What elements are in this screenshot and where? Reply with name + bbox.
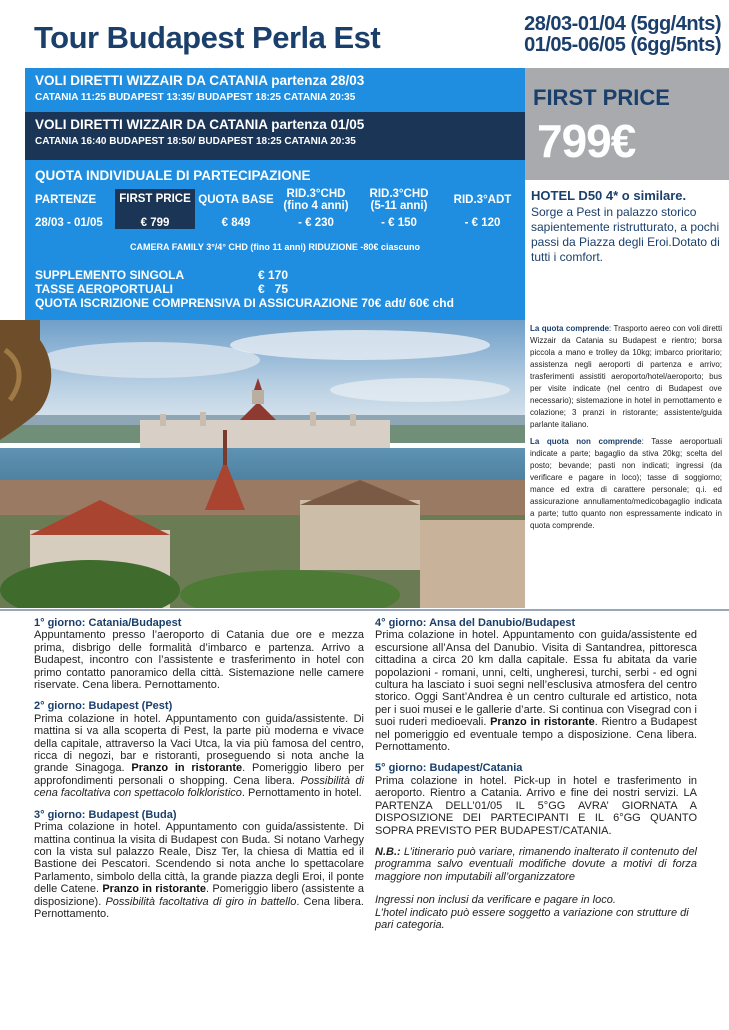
- tour-dates: [524, 14, 721, 56]
- extra-airport-tax: TASSE AEROPORTUALI € 75: [35, 282, 289, 296]
- budapest-photo: [0, 320, 525, 608]
- day-2-title: 2° giorno: Budapest (Pest): [34, 700, 173, 713]
- section-divider: [0, 609, 729, 611]
- hotel-name: HOTEL D50 4* o similare.: [531, 188, 687, 203]
- extra-single: SUPPLEMENTO SINGOLA € 170: [35, 268, 289, 282]
- header-departures: PARTENZE: [35, 194, 97, 206]
- nb-note: N.B.: L’itinerario può variare, rimanendo inalterato il contenuto del programma salvo eventuali modifiche dovute a motivi di forza maggiore non imputabili all’organizzatore: [375, 845, 697, 883]
- value-first-price: € 799: [115, 206, 195, 229]
- first-price-label: FIRST PRICE: [533, 85, 670, 110]
- flight-block-1: [25, 68, 525, 112]
- day-3: [34, 809, 364, 921]
- flight-block-2: [25, 112, 525, 160]
- day-3-title: 3° giorno: Budapest (Buda): [34, 808, 177, 821]
- flight-heading-2: VOLI DIRETTI WIZZAIR DA CATANIA partenza 01/05: [35, 117, 365, 132]
- footer-notes: [375, 894, 697, 931]
- header-adt: RID.3°ADT: [453, 194, 512, 206]
- footer-note-2: L’hotel indicato può essere soggetto a variazione con strutture di pari categoria.: [375, 906, 689, 931]
- date-line-2: 01/05-06/05 (6gg/5nts): [524, 34, 721, 56]
- header-first-price: FIRST PRICE: [115, 189, 195, 206]
- day-4-text: Prima colazione in hotel. Appuntamento con guida/assistente ed escursione all’Ansa del Danubio. Visita di Santandrea, pittoresca cittadina a circa 20 km dalla capitale. Essa fu abitata da varie popolazioni - romani, unni, celti, ungheresi, turchi, serbi - ed ogni cultura ha lasciato i suoi segni nell’esclusiva atmosfera del centro storico. Oggi Sant’Andrea è un centro culturale ed artistico, nota per i suoi musei e le gallerie d’arte. Si continua con Visegrad con i suoi ruderi medioevali. Pranzo in ristorante. Rientro a Budapest nel pomeriggio ed eventuale tempo a disposizione. Cena libera. Pernottamento.: [375, 629, 697, 754]
- value-adt: - € 120: [464, 217, 501, 229]
- day-3-text: Prima colazione in hotel. Appuntamento con guida/assistente. Di mattina continua la visita di Budapest con Buda. Si notano Varhegy con la vista sul palazzo Reale, Disz Ter, la chiesa di Mattia ed il Bastione dei Pescatori. Scendendo si nota anche lo spettacolare Parlamento, simbolo della città, la grande piazza degli Eroi, il ponte delle Catene. Pranzo in ristorante. Pomeriggio libero (assistente a disposizione). Possibilità facoltativa di giro in battello. Cena libera. Pernottamento.: [34, 821, 364, 920]
- value-quota-base: € 849: [221, 217, 251, 229]
- included-text: La quota comprende: Trasporto aereo con voli diretti Wizzair da Catania su Budapest e rientro; borsa piccola a mano e trolley da 10kg; imbarco prioritario; assistenza negli aeroporti di partenza e arrivo; trasferimenti assistiti aeroporto/hotel/aeroporto; bus per visite indicate (nel centro di Budapest ove necessario); sistemazione in hotel in pernottamento e colazione; 3 pranzi in ristorante; assistente/guida parlante italiano.: [530, 324, 722, 429]
- family-room-note: CAMERA FAMILY 3°/4° CHD (fino 11 anni) RIDUZIONE -80€ ciascuno: [130, 242, 420, 252]
- header-quota-base: QUOTA BASE: [198, 194, 274, 206]
- hotel-description: Sorge a Pest in palazzo storico sapientemente ristrutturato, a pochi passi da Piazza degli Eroi.Dotato di tutti i comfort.: [531, 205, 720, 264]
- flight-details-1: CATANIA 11:25 BUDAPEST 13:35/ BUDAPEST 18:25 CATANIA 20:35: [35, 92, 356, 103]
- page-title: Tour Budapest Perla Est: [34, 20, 381, 55]
- first-price-value: 799€: [537, 115, 636, 167]
- day-2-text: Prima colazione in hotel. Appuntamento con guida/assistente. Di mattina si va alla scoperta di Pest, la parte più moderna e vivace della capitale, attraverso la Vaci Utca, la via più famosa del centro, ricca di negozi, bar e ristoranti, proseguendo si nota anche la grande Sinagoga. Pranzo in ristorante. Pomeriggio libero per approfondimenti personali o shopping. Cena libera. Possibilità di cena facoltativa con spettacolo folkloristico. Pernottamento in hotel.: [34, 712, 364, 800]
- flight-heading-1: VOLI DIRETTI WIZZAIR DA CATANIA partenza 28/03: [35, 73, 365, 88]
- hotel-info: [525, 180, 729, 320]
- first-price-box: [525, 68, 729, 180]
- itinerary-right-column: [375, 617, 697, 931]
- day-1-title: 1° giorno: Catania/Budapest: [34, 617, 182, 629]
- header-chd-4: RID.3°CHD (fino 4 anni): [283, 188, 349, 212]
- day-4-title: 4° giorno: Ansa del Danubio/Budapest: [375, 617, 576, 629]
- day-4: [375, 617, 697, 753]
- value-chd-4: - € 230: [298, 217, 334, 229]
- price-extras: [35, 268, 454, 310]
- day-2: [34, 700, 364, 799]
- day-1-text: Appuntamento presso l’aeroporto di Catania due ore e mezza prima, disbrigo delle formalità d’imbarco e partenza. Arrivo a Budapest, incontro con l’assistente e trasferimento in hotel con primo contatto panoramico della città. Sistemazione nelle camere riservate. Cena libera. Pernottamento.: [34, 629, 364, 692]
- date-line-1: 28/03-01/04 (5gg/4nts): [524, 13, 721, 35]
- day-5-title: 5° giorno: Budapest/Catania: [375, 762, 523, 775]
- quota-title: QUOTA INDIVIDUALE DI PARTECIPAZIONE: [35, 168, 311, 183]
- day-1: [34, 617, 364, 691]
- day-5-text: Prima colazione in hotel. Pick-up in hotel e trasferimento in aeroporto. Rientro a Catania. Arrivo e fine dei nostri servizi. LA PARTENZA DELL’01/05 IL 5°GG AVRA’ GIORNATA A DISPOSIZIONE DEI PARTECIPANTI E IL 6°GG QUANTO SOPRA PREVISTO PER BUDAPEST/CATANIA.: [375, 774, 697, 837]
- quota-includes: [530, 323, 722, 537]
- pricing-panel: [25, 68, 525, 320]
- day-5: [375, 762, 697, 836]
- footer-note-1: Ingressi non inclusi da verificare e pagare in loco.: [375, 894, 616, 907]
- header-chd-11: RID.3°CHD (5-11 anni): [369, 188, 429, 212]
- excluded-text: La quota non comprende: Tasse aeroportuali indicate a parte; bagaglio da stiva 20kg; scelta del posto; bevande; pasti non indicati; ingressi (da verificare e pagare in loco); tasse di soggiorno; mance ed extra di carattere personale; q.i. ed assicurazione annullamento/medicobagaglio indicata a parte; tutto quanto non espressamente indicato in quota comprende.: [530, 437, 723, 530]
- insurance-note: QUOTA ISCRIZIONE COMPRENSIVA DI ASSICURAZIONE 70€ adt/ 60€ chd: [35, 296, 454, 310]
- value-chd-11: - € 150: [381, 217, 417, 229]
- value-departures: 28/03 - 01/05: [35, 217, 103, 229]
- flight-details-2: CATANIA 16:40 BUDAPEST 18:50/ BUDAPEST 18:25 CATANIA 20:35: [35, 136, 356, 147]
- itinerary-left-column: [34, 617, 364, 929]
